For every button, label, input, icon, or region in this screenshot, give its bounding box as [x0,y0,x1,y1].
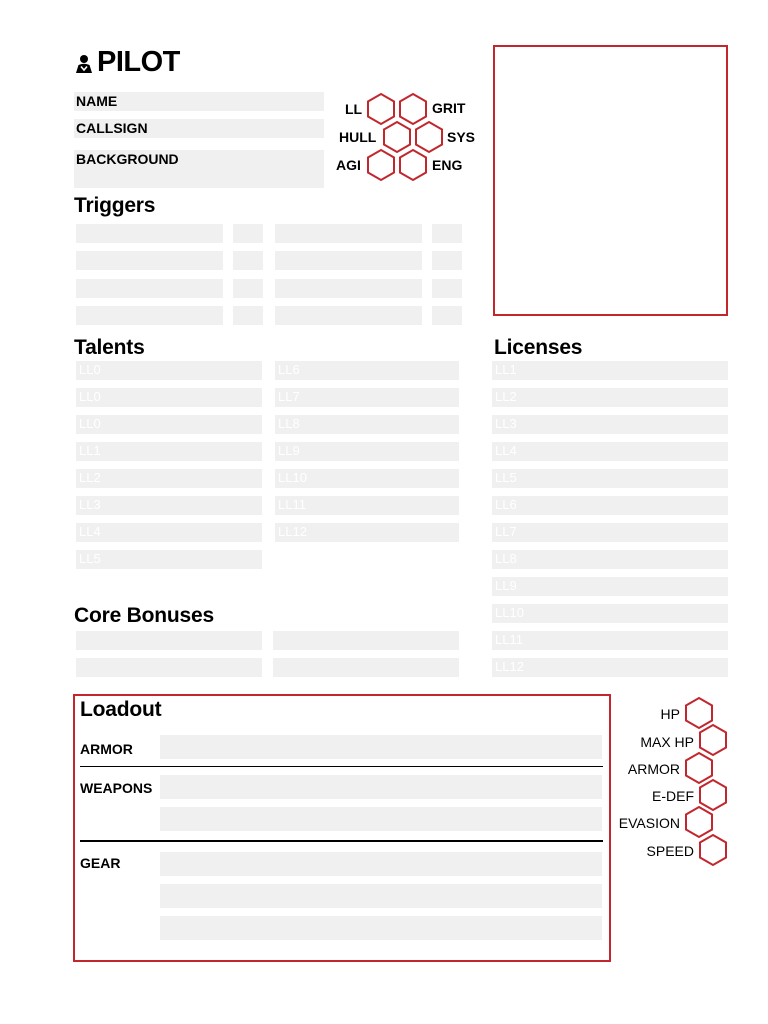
trigger-value-field[interactable] [432,279,462,298]
core-bonus-field[interactable] [76,658,262,677]
license-field[interactable]: LL9 [492,577,728,596]
license-field[interactable]: LL5 [492,469,728,488]
license-field[interactable]: LL11 [492,631,728,650]
max-hp-label: MAX HP [640,734,694,750]
talent-field[interactable]: LL10 [275,469,459,488]
trigger-name-field[interactable] [76,306,223,325]
hull-label: HULL [339,129,377,145]
gear-field[interactable] [160,852,602,876]
gear-label: GEAR [80,855,121,871]
talent-field[interactable]: LL3 [76,496,262,515]
ll-label: LL [345,101,363,117]
armor-stat-label: ARMOR [627,761,680,777]
talent-field[interactable]: LL1 [76,442,262,461]
core-bonuses-heading: Core Bonuses [74,604,214,627]
weapons-label: WEAPONS [80,780,153,796]
weapon-field[interactable] [160,775,602,799]
talent-field[interactable]: LL11 [275,496,459,515]
triggers-heading: Triggers [74,194,156,217]
armor-label: ARMOR [80,741,133,757]
trigger-value-field[interactable] [432,251,462,270]
loadout-heading: Loadout [80,698,162,721]
e-def-label: E-DEF [652,788,694,804]
divider [80,766,603,767]
license-field[interactable]: LL8 [492,550,728,569]
name-label: NAME [76,93,118,109]
divider [80,840,603,842]
trigger-name-field[interactable] [76,251,223,270]
callsign-label: CALLSIGN [76,120,148,136]
license-field[interactable]: LL1 [492,361,728,380]
gear-field[interactable] [160,884,602,908]
license-field[interactable]: LL12 [492,658,728,677]
sys-label: SYS [447,129,476,145]
hp-label: HP [660,706,680,722]
trigger-value-field[interactable] [233,224,263,243]
license-field[interactable]: LL2 [492,388,728,407]
talent-field[interactable]: LL0 [76,388,262,407]
talent-field[interactable]: LL6 [275,361,459,380]
evasion-label: EVASION [618,815,680,831]
speed-hex[interactable] [698,834,728,866]
trigger-name-field[interactable] [275,279,422,298]
agi-label: AGI [336,157,361,173]
background-label: BACKGROUND [76,151,179,167]
trigger-name-field[interactable] [76,279,223,298]
license-field[interactable]: LL7 [492,523,728,542]
talent-field[interactable]: LL0 [76,361,262,380]
talent-field[interactable]: LL12 [275,523,459,542]
grit-label: GRIT [432,100,466,116]
agi-hex[interactable] [366,149,396,181]
talent-field[interactable]: LL5 [76,550,262,569]
trigger-value-field[interactable] [432,224,462,243]
pilot-icon [75,54,93,74]
trigger-name-field[interactable] [275,306,422,325]
trigger-value-field[interactable] [432,306,462,325]
talent-field[interactable]: LL4 [76,523,262,542]
trigger-name-field[interactable] [275,251,422,270]
core-bonus-field[interactable] [273,631,459,650]
talent-field[interactable]: LL8 [275,415,459,434]
portrait-box[interactable] [493,45,728,316]
armor-field[interactable] [160,735,602,759]
trigger-value-field[interactable] [233,251,263,270]
license-field[interactable]: LL4 [492,442,728,461]
talent-field[interactable]: LL7 [275,388,459,407]
talent-field[interactable]: LL2 [76,469,262,488]
trigger-value-field[interactable] [233,306,263,325]
licenses-heading: Licenses [494,336,583,359]
speed-label: SPEED [646,843,694,859]
license-field[interactable]: LL6 [492,496,728,515]
core-bonus-field[interactable] [273,658,459,677]
talent-field[interactable]: LL0 [76,415,262,434]
trigger-name-field[interactable] [275,224,422,243]
license-field[interactable]: LL10 [492,604,728,623]
trigger-value-field[interactable] [233,279,263,298]
eng-label: ENG [432,157,463,173]
talents-heading: Talents [74,336,145,359]
trigger-name-field[interactable] [76,224,223,243]
core-bonus-field[interactable] [76,631,262,650]
talent-field[interactable]: LL9 [275,442,459,461]
weapon-field[interactable] [160,807,602,831]
page-title: PILOT [97,46,180,78]
license-field[interactable]: LL3 [492,415,728,434]
gear-field[interactable] [160,916,602,940]
eng-hex[interactable] [398,149,428,181]
